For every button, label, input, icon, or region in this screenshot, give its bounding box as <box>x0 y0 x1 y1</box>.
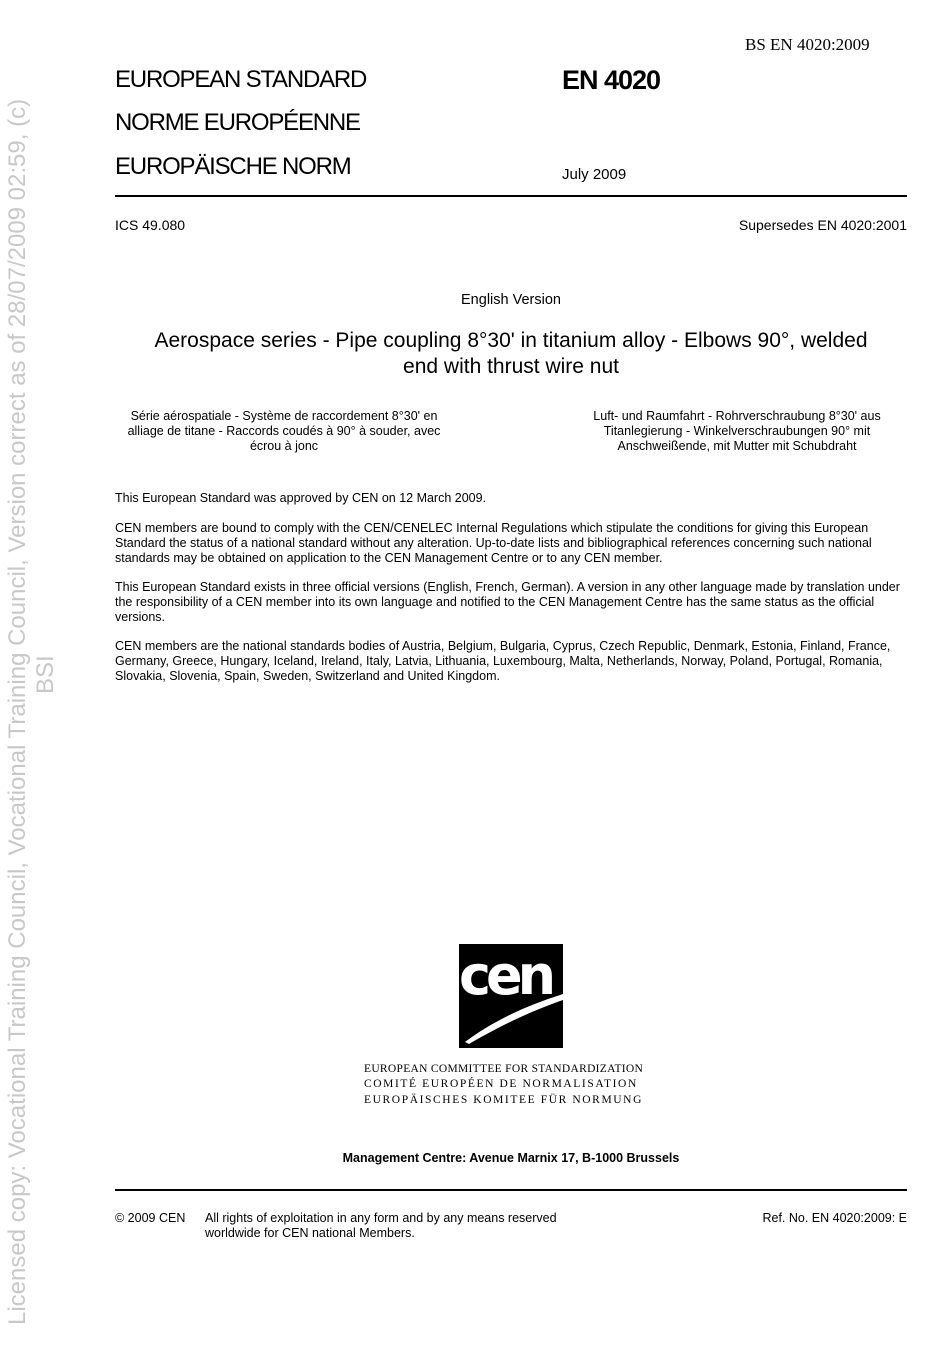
footer-divider <box>115 1189 907 1191</box>
copyright-notice: © 2009 CEN <box>115 1211 186 1225</box>
members-paragraph: CEN members are the national standards bodies of Austria, Belgium, Bulgaria, Cyprus, Czech Republic, Denmark, Estonia, Finland, France, Germany, Greece, Hungary, Iceland, Ireland, Italy, Latvia, Lithuania, Luxembourg, Malta, Netherlands, Norway, Poland, Portugal, Romania, Slovakia, Slovenia, Spain, Sweden, Switzerland and United Kingdom. <box>115 639 891 683</box>
cen-logo-icon <box>459 944 563 1048</box>
supersedes-note: Supersedes EN 4020:2001 <box>738 217 907 233</box>
header-divider <box>115 195 907 197</box>
standard-name-en: EUROPEAN STANDARD <box>115 66 367 93</box>
watermark-line-2: BSI <box>32 655 59 694</box>
document-title: Aerospace series - Pipe coupling 8°30' in titanium alloy - Elbows 90°, welded end with thrust wire nut <box>154 329 868 378</box>
reference-number: Ref. No. EN 4020:2009: E <box>762 1211 907 1225</box>
standard-number: EN 4020 <box>562 65 661 95</box>
compliance-paragraph: CEN members are bound to comply with the CEN/CENELEC Internal Regulations which stipulate the conditions for giving this European Standard the status of a national standard without any alteration. Up-to-date lists and bibliographical references concerning such national standards may be obtained on application to the CEN Management Centre or to any CEN member. <box>115 521 872 565</box>
org-name-en: EUROPEAN COMMITTEE FOR STANDARDIZATION <box>364 1063 644 1075</box>
org-name-fr: COMITÉ EUROPÉEN DE NORMALISATION <box>364 1078 638 1090</box>
org-name-de: EUROPÄISCHES KOMITEE FÜR NORMUNG <box>364 1094 643 1106</box>
cen-logo-text: cen <box>459 944 552 1007</box>
standard-name-fr: NORME EUROPÉENNE <box>115 109 360 136</box>
rights-line-2: worldwide for CEN national Members. <box>205 1226 415 1240</box>
management-centre-address: Management Centre: Avenue Marnix 17, B-1000 Brussels <box>342 1151 680 1165</box>
versions-paragraph: This European Standard exists in three official versions (English, French, German). A version in any other language made by translation under the responsibility of a CEN member into its own language and notified to the CEN Management Centre has the same status as the official versions. <box>115 580 900 624</box>
rights-statement <box>205 1211 557 1241</box>
standard-name-de: EUROPÄISCHE NORM <box>115 153 351 180</box>
cen-logo-graphic <box>459 944 563 1048</box>
approval-paragraph: This European Standard was approved by CEN on 12 March 2009. <box>115 491 487 505</box>
ics-code: ICS 49.080 <box>115 217 186 233</box>
bs-reference: BS EN 4020:2009 <box>745 35 870 54</box>
license-watermark <box>0 0 60 1345</box>
language-version: English Version <box>461 292 561 308</box>
subtitle-french: Série aérospatiale - Système de raccordement 8°30' en alliage de titane - Raccords coudés à 90° à souder, avec écrou à jonc <box>127 409 441 453</box>
watermark-line-1: Licensed copy: Vocational Training Council, Vocational Training Council, Version correct as of 28/07/2009 02:59, (c) <box>4 98 31 1325</box>
publication-date: July 2009 <box>562 166 627 183</box>
rights-line-1: All rights of exploitation in any form and by any means reserved <box>205 1211 557 1225</box>
subtitle-german: Luft- und Raumfahrt - Rohrverschraubung 8°30' aus Titanlegierung - Winkelverschraubungen 90° mit Anschweißende, mit Mutter mit Schubdraht <box>593 409 881 453</box>
